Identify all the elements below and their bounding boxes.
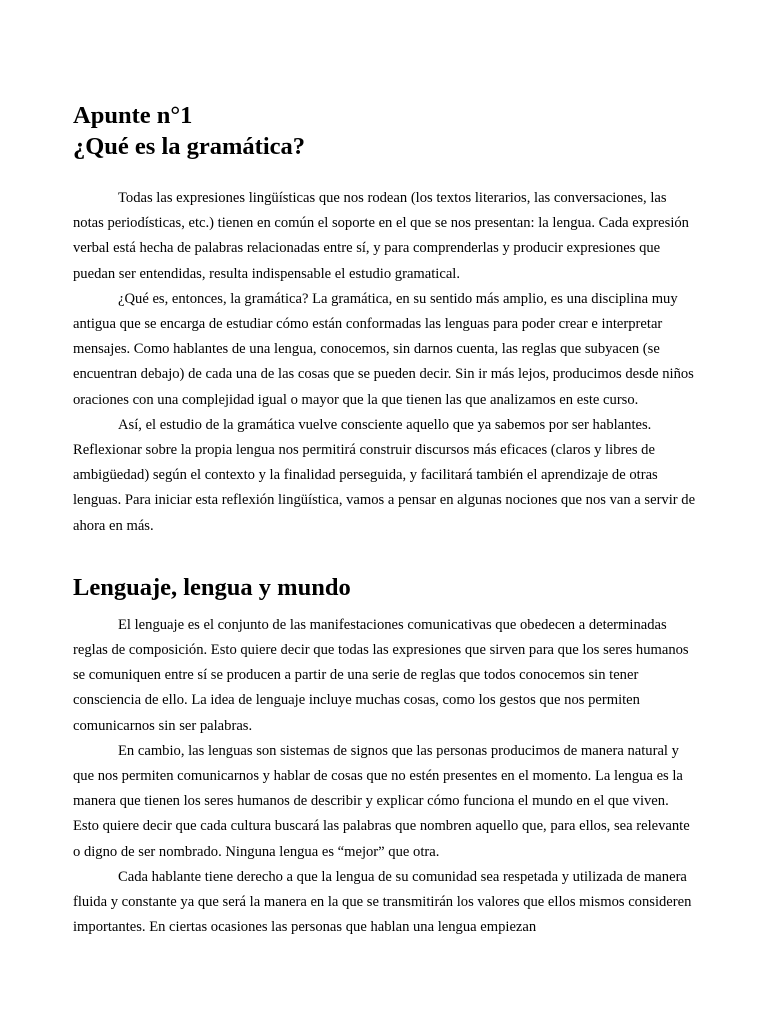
document-page — [73, 100, 697, 940]
paragraph: Cada hablante tiene derecho a que la lengua de su comunidad sea respetada y utilizada de manera fluida y constante ya que será la manera en la que se transmitirán los valores que ellos mismos consideren importantes. En ciertas ocasiones las personas que hablan una lengua empiezan — [73, 868, 692, 936]
document-title — [73, 100, 697, 162]
paragraph: El lenguaje es el conjunto de las manifestaciones comunicativas que obedecen a determinadas reglas de composición. Esto quiere decir que todas las expresiones que sirven para que los seres humanos se comuniquen entre sí se producen a partir de una serie de reglas que todos conocemos sin tener consciencia de ello. La idea de lenguaje incluye muchas cosas, como los gestos que nos permiten comunicarnos sin ser palabras. — [73, 616, 689, 734]
title-line-2: ¿Qué es la gramática? — [73, 133, 306, 160]
section-heading: Lenguaje, lengua y mundo — [73, 573, 351, 601]
paragraph: ¿Qué es, entonces, la gramática? La gramática, en su sentido más amplio, es una disciplina muy antigua que se encarga de estudiar cómo están conformadas las lenguas para poder crear e interpretar mensajes. Como hablantes de una lengua, conocemos, sin darnos cuenta, las reglas que subyacen (se encuentran debajo) de cada una de las cosas que se pueden decir. Sin ir más lejos, producimos desde niños oraciones con una complejidad igual o mayor que la que tienen las que analizamos en este curso. — [73, 290, 694, 408]
paragraph: Todas las expresiones lingüísticas que nos rodean (los textos literarios, las conversaciones, las notas periodísticas, etc.) tienen en común el soporte en el que se nos presentan: la lengua. Cada expresión verbal está hecha de palabras relacionadas entre sí, y para comprenderlas y producir expresiones que puedan ser entendidas, resulta indispensable el estudio gramatical. — [73, 190, 689, 282]
paragraph: En cambio, las lenguas son sistemas de signos que las personas producimos de manera natural y que nos permiten comunicarnos y hablar de cosas que no estén presentes en el momento. La lengua es la manera que tienen los seres humanos de describir y explicar cómo funciona el mundo en el que viven. Esto quiere decir que cada cultura buscará las palabras que nombren aquello que, para ellos, sea relevante o digno de ser nombrado. Ninguna lengua es “mejor” que otra. — [73, 742, 690, 860]
title-line-1: Apunte n°1 — [73, 102, 193, 129]
section-lenguaje — [73, 613, 697, 941]
section-intro — [73, 186, 697, 539]
paragraph: Así, el estudio de la gramática vuelve consciente aquello que ya sabemos por ser hablantes. Reflexionar sobre la propia lengua nos permitirá construir discursos más eficaces (claros y libres de ambigüedad) según el contexto y la finalidad perseguida, y facilitará también el aprendizaje de otras lenguas. Para iniciar esta reflexión lingüística, vamos a pensar en algunas nociones que nos van a servir de ahora en más. — [73, 416, 696, 534]
